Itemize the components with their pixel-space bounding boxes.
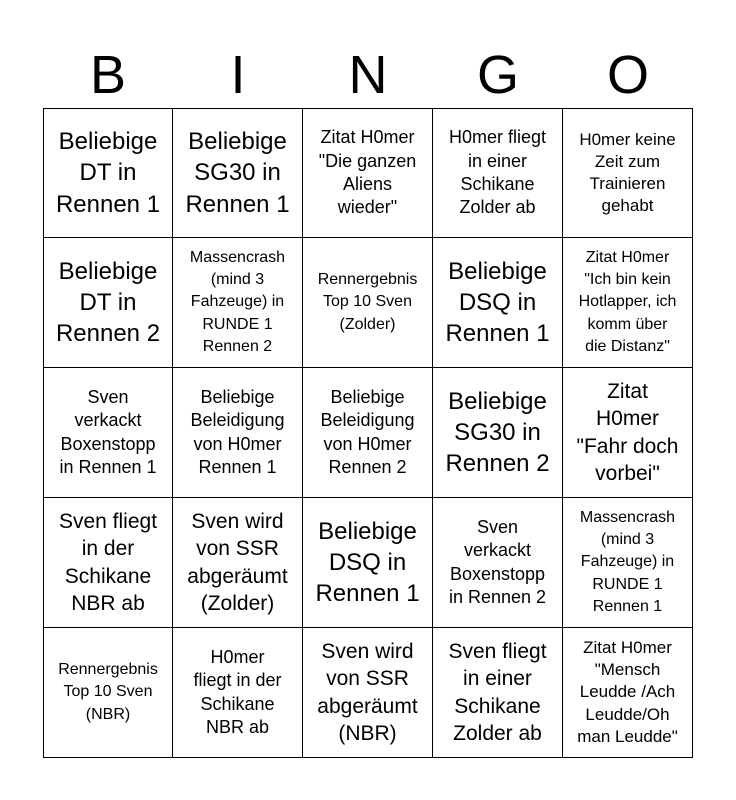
bingo-cell-r5-c2[interactable]: H0mer fliegt in der Schikane NBR ab: [173, 628, 303, 758]
bingo-cell-r4-c4[interactable]: Sven verkackt Boxenstopp in Rennen 2: [433, 498, 563, 628]
header-letter-i: I: [230, 45, 246, 105]
bingo-cell-r1-c2[interactable]: Beliebige SG30 in Rennen 1: [173, 108, 303, 238]
header-letter-g: G: [476, 45, 519, 105]
bingo-cell-r4-c5[interactable]: Massencrash (mind 3 Fahzeuge) in RUNDE 1 Rennen 1: [563, 498, 693, 628]
bingo-cell-r5-c1[interactable]: Rennergebnis Top 10 Sven (NBR): [43, 628, 173, 758]
bingo-board: [43, 108, 693, 758]
bingo-cell-r5-c5[interactable]: Zitat H0mer "Mensch Leudde /Ach Leudde/Oh man Leudde": [563, 628, 693, 758]
bingo-cell-r3-c3[interactable]: Beliebige Beleidigung von H0mer Rennen 2: [303, 368, 433, 498]
bingo-cell-r1-c4[interactable]: H0mer fliegt in einer Schikane Zolder ab: [433, 108, 563, 238]
bingo-cell-r4-c1[interactable]: Sven fliegt in der Schikane NBR ab: [43, 498, 173, 628]
bingo-cell-r2-c2[interactable]: Massencrash (mind 3 Fahzeuge) in RUNDE 1 Rennen 2: [173, 238, 303, 368]
header-letter-o: O: [606, 45, 649, 105]
header-letter-n: N: [348, 45, 388, 105]
bingo-cell-r3-c1[interactable]: Sven verkackt Boxenstopp in Rennen 1: [43, 368, 173, 498]
bingo-cell-r2-c3[interactable]: Rennergebnis Top 10 Sven (Zolder): [303, 238, 433, 368]
bingo-cell-r1-c3[interactable]: Zitat H0mer "Die ganzen Aliens wieder": [303, 108, 433, 238]
bingo-cell-r5-c4[interactable]: Sven fliegt in einer Schikane Zolder ab: [433, 628, 563, 758]
bingo-header: [43, 40, 693, 108]
bingo-cell-r3-c5[interactable]: Zitat H0mer "Fahr doch vorbei": [563, 368, 693, 498]
bingo-cell-r2-c5[interactable]: Zitat H0mer "Ich bin kein Hotlapper, ich komm über die Distanz": [563, 238, 693, 368]
bingo-cell-r4-c3[interactable]: Beliebige DSQ in Rennen 1: [303, 498, 433, 628]
bingo-cell-r1-c1[interactable]: Beliebige DT in Rennen 1: [43, 108, 173, 238]
bingo-cell-r4-c2[interactable]: Sven wird von SSR abgeräumt (Zolder): [173, 498, 303, 628]
header-letter-b: B: [89, 45, 127, 105]
bingo-cell-r5-c3[interactable]: Sven wird von SSR abgeräumt (NBR): [303, 628, 433, 758]
bingo-cell-r1-c5[interactable]: H0mer keine Zeit zum Trainieren gehabt: [563, 108, 693, 238]
bingo-cell-r3-c4[interactable]: Beliebige SG30 in Rennen 2: [433, 368, 563, 498]
bingo-cell-r2-c4[interactable]: Beliebige DSQ in Rennen 1: [433, 238, 563, 368]
bingo-cell-r2-c1[interactable]: Beliebige DT in Rennen 2: [43, 238, 173, 368]
bingo-cell-r3-c2[interactable]: Beliebige Beleidigung von H0mer Rennen 1: [173, 368, 303, 498]
